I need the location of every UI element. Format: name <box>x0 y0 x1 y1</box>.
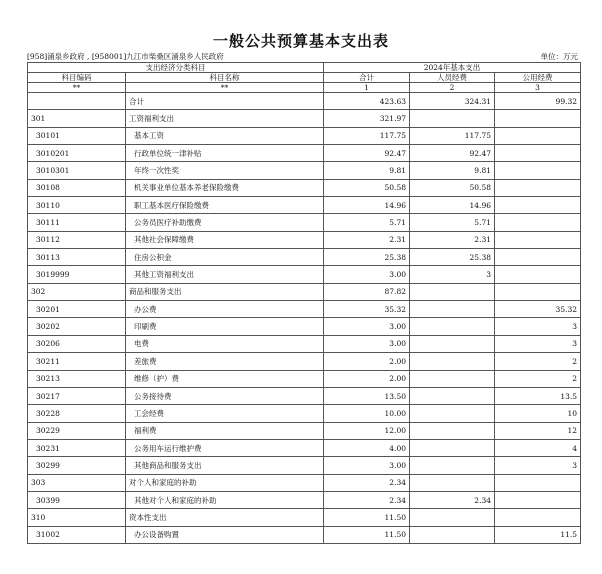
public-cell <box>495 127 581 144</box>
public-cell <box>495 266 581 283</box>
public-cell <box>495 249 581 266</box>
name-cell: 行政单位统一津补贴 <box>126 145 324 162</box>
table-row <box>28 405 581 422</box>
header-total: 合计 <box>324 73 410 83</box>
personnel-cell: 92.47 <box>410 145 495 162</box>
name-cell: 印刷费 <box>126 318 324 335</box>
total-cell: 12.00 <box>324 422 410 439</box>
header-personnel: 人员经费 <box>410 73 495 83</box>
table-row <box>28 439 581 456</box>
table-row <box>28 179 581 196</box>
total-cell: 2.00 <box>324 370 410 387</box>
code-cell: 302 <box>28 283 126 300</box>
header-code: 科目编码 <box>28 73 126 83</box>
header-column-row <box>28 73 581 83</box>
public-cell <box>495 509 581 526</box>
total-cell: 3.00 <box>324 457 410 474</box>
name-cell: 其他社会保障缴费 <box>126 231 324 248</box>
table-row <box>28 127 581 144</box>
code-cell: 3010301 <box>28 162 126 179</box>
public-cell <box>495 179 581 196</box>
code-cell: 30211 <box>28 353 126 370</box>
table-row <box>28 387 581 404</box>
personnel-cell <box>410 422 495 439</box>
name-cell: 资本性支出 <box>126 509 324 526</box>
code-cell: 30201 <box>28 301 126 318</box>
personnel-cell <box>410 457 495 474</box>
personnel-cell <box>410 439 495 456</box>
table-row <box>28 301 581 318</box>
public-cell <box>495 474 581 491</box>
personnel-cell: 5.71 <box>410 214 495 231</box>
name-cell: 合计 <box>126 93 324 110</box>
code-cell: 3010201 <box>28 145 126 162</box>
name-cell: 基本工资 <box>126 127 324 144</box>
total-cell: 10.00 <box>324 405 410 422</box>
code-cell: 30111 <box>28 214 126 231</box>
table-row <box>28 197 581 214</box>
public-cell <box>495 231 581 248</box>
code-cell: 30299 <box>28 457 126 474</box>
marker-code: ** <box>28 83 126 93</box>
public-cell <box>495 197 581 214</box>
total-cell: 4.00 <box>324 439 410 456</box>
name-cell: 福利费 <box>126 422 324 439</box>
code-cell: 30217 <box>28 387 126 404</box>
header-public: 公用经费 <box>495 73 581 83</box>
total-cell: 13.50 <box>324 387 410 404</box>
name-cell: 公务员医疗补助缴费 <box>126 214 324 231</box>
personnel-cell <box>410 353 495 370</box>
total-cell: 14.96 <box>324 197 410 214</box>
code-cell: 31002 <box>28 526 126 543</box>
public-cell: 11.5 <box>495 526 581 543</box>
table-row <box>28 335 581 352</box>
personnel-cell <box>410 474 495 491</box>
table-row <box>28 474 581 491</box>
public-cell: 12 <box>495 422 581 439</box>
table-row <box>28 526 581 543</box>
public-cell: 2 <box>495 370 581 387</box>
personnel-cell: 117.75 <box>410 127 495 144</box>
personnel-cell: 2.31 <box>410 231 495 248</box>
public-cell <box>495 214 581 231</box>
table-row <box>28 249 581 266</box>
name-cell: 电费 <box>126 335 324 352</box>
code-cell: 30231 <box>28 439 126 456</box>
table-row <box>28 283 581 300</box>
total-cell: 87.82 <box>324 283 410 300</box>
personnel-cell: 324.31 <box>410 93 495 110</box>
public-cell: 3 <box>495 335 581 352</box>
header-group-row <box>28 63 581 73</box>
total-cell: 3.00 <box>324 266 410 283</box>
public-cell: 4 <box>495 439 581 456</box>
total-cell: 2.34 <box>324 491 410 508</box>
name-cell: 办公费 <box>126 301 324 318</box>
table-row <box>28 509 581 526</box>
total-cell: 50.58 <box>324 179 410 196</box>
personnel-cell <box>410 301 495 318</box>
index-total: 1 <box>324 83 410 93</box>
total-cell: 321.97 <box>324 110 410 127</box>
personnel-cell <box>410 335 495 352</box>
code-cell: 30213 <box>28 370 126 387</box>
header-group-right: 2024年基本支出 <box>324 63 581 73</box>
total-cell: 423.63 <box>324 93 410 110</box>
header-index-row <box>28 83 581 93</box>
personnel-cell <box>410 387 495 404</box>
total-cell: 2.34 <box>324 474 410 491</box>
personnel-cell <box>410 509 495 526</box>
personnel-cell: 14.96 <box>410 197 495 214</box>
table-row <box>28 231 581 248</box>
personnel-cell <box>410 526 495 543</box>
name-cell: 机关事业单位基本养老保险缴费 <box>126 179 324 196</box>
index-personnel: 2 <box>410 83 495 93</box>
public-cell: 10 <box>495 405 581 422</box>
public-cell: 3 <box>495 457 581 474</box>
total-cell: 117.75 <box>324 127 410 144</box>
total-cell: 11.50 <box>324 509 410 526</box>
public-cell <box>495 162 581 179</box>
code-cell: 30108 <box>28 179 126 196</box>
table-row <box>28 145 581 162</box>
table-row <box>28 353 581 370</box>
personnel-cell <box>410 370 495 387</box>
personnel-cell: 3 <box>410 266 495 283</box>
personnel-cell: 25.38 <box>410 249 495 266</box>
code-cell: 30228 <box>28 405 126 422</box>
table-row <box>28 318 581 335</box>
total-cell: 9.81 <box>324 162 410 179</box>
table-row <box>28 110 581 127</box>
name-cell: 商品和服务支出 <box>126 283 324 300</box>
table-row <box>28 214 581 231</box>
org-line: [958]涌泉乡政府 , [958001]九江市柴桑区涌泉乡人民政府 <box>27 52 224 61</box>
total-cell: 2.31 <box>324 231 410 248</box>
name-cell: 其他商品和服务支出 <box>126 457 324 474</box>
public-cell: 13.5 <box>495 387 581 404</box>
personnel-cell <box>410 283 495 300</box>
table-row <box>28 370 581 387</box>
index-public: 3 <box>495 83 581 93</box>
code-cell: 310 <box>28 509 126 526</box>
total-cell: 3.00 <box>324 335 410 352</box>
public-cell: 35.32 <box>495 301 581 318</box>
personnel-cell <box>410 405 495 422</box>
name-cell: 办公设备购置 <box>126 526 324 543</box>
name-cell: 对个人和家庭的补助 <box>126 474 324 491</box>
public-cell <box>495 110 581 127</box>
total-cell: 35.32 <box>324 301 410 318</box>
code-cell: 30113 <box>28 249 126 266</box>
code-cell: 30399 <box>28 491 126 508</box>
total-cell: 3.00 <box>324 318 410 335</box>
table-row <box>28 162 581 179</box>
code-cell: 3019999 <box>28 266 126 283</box>
name-cell: 年终一次性奖 <box>126 162 324 179</box>
public-cell <box>495 491 581 508</box>
name-cell: 职工基本医疗保险缴费 <box>126 197 324 214</box>
budget-table <box>27 62 581 544</box>
name-cell: 工资福利支出 <box>126 110 324 127</box>
name-cell: 住房公积金 <box>126 249 324 266</box>
code-cell: 303 <box>28 474 126 491</box>
total-row <box>28 93 581 110</box>
table-row <box>28 491 581 508</box>
personnel-cell: 9.81 <box>410 162 495 179</box>
name-cell: 其他对个人和家庭的补助 <box>126 491 324 508</box>
table-row <box>28 422 581 439</box>
marker-name: ** <box>126 83 324 93</box>
unit-label: 单位：万元 <box>540 52 578 61</box>
total-cell: 5.71 <box>324 214 410 231</box>
public-cell: 3 <box>495 318 581 335</box>
total-cell: 92.47 <box>324 145 410 162</box>
name-cell: 维修（护）费 <box>126 370 324 387</box>
code-cell: 30229 <box>28 422 126 439</box>
public-cell <box>495 283 581 300</box>
personnel-cell: 50.58 <box>410 179 495 196</box>
code-cell: 30101 <box>28 127 126 144</box>
page-title: 一般公共预算基本支出表 <box>212 32 389 50</box>
code-cell: 30112 <box>28 231 126 248</box>
personnel-cell <box>410 318 495 335</box>
public-cell: 2 <box>495 353 581 370</box>
name-cell: 工会经费 <box>126 405 324 422</box>
header-name: 科目名称 <box>126 73 324 83</box>
table-row <box>28 457 581 474</box>
public-cell: 99.32 <box>495 93 581 110</box>
header-group-left: 支出经济分类科目 <box>28 63 324 73</box>
name-cell: 其他工资福利支出 <box>126 266 324 283</box>
total-cell: 2.00 <box>324 353 410 370</box>
code-cell <box>28 93 126 110</box>
name-cell: 差旅费 <box>126 353 324 370</box>
public-cell <box>495 145 581 162</box>
personnel-cell: 2.34 <box>410 491 495 508</box>
code-cell: 301 <box>28 110 126 127</box>
total-cell: 11.50 <box>324 526 410 543</box>
name-cell: 公务接待费 <box>126 387 324 404</box>
table-row <box>28 266 581 283</box>
code-cell: 30110 <box>28 197 126 214</box>
code-cell: 30206 <box>28 335 126 352</box>
code-cell: 30202 <box>28 318 126 335</box>
name-cell: 公务用车运行维护费 <box>126 439 324 456</box>
personnel-cell <box>410 110 495 127</box>
total-cell: 25.38 <box>324 249 410 266</box>
